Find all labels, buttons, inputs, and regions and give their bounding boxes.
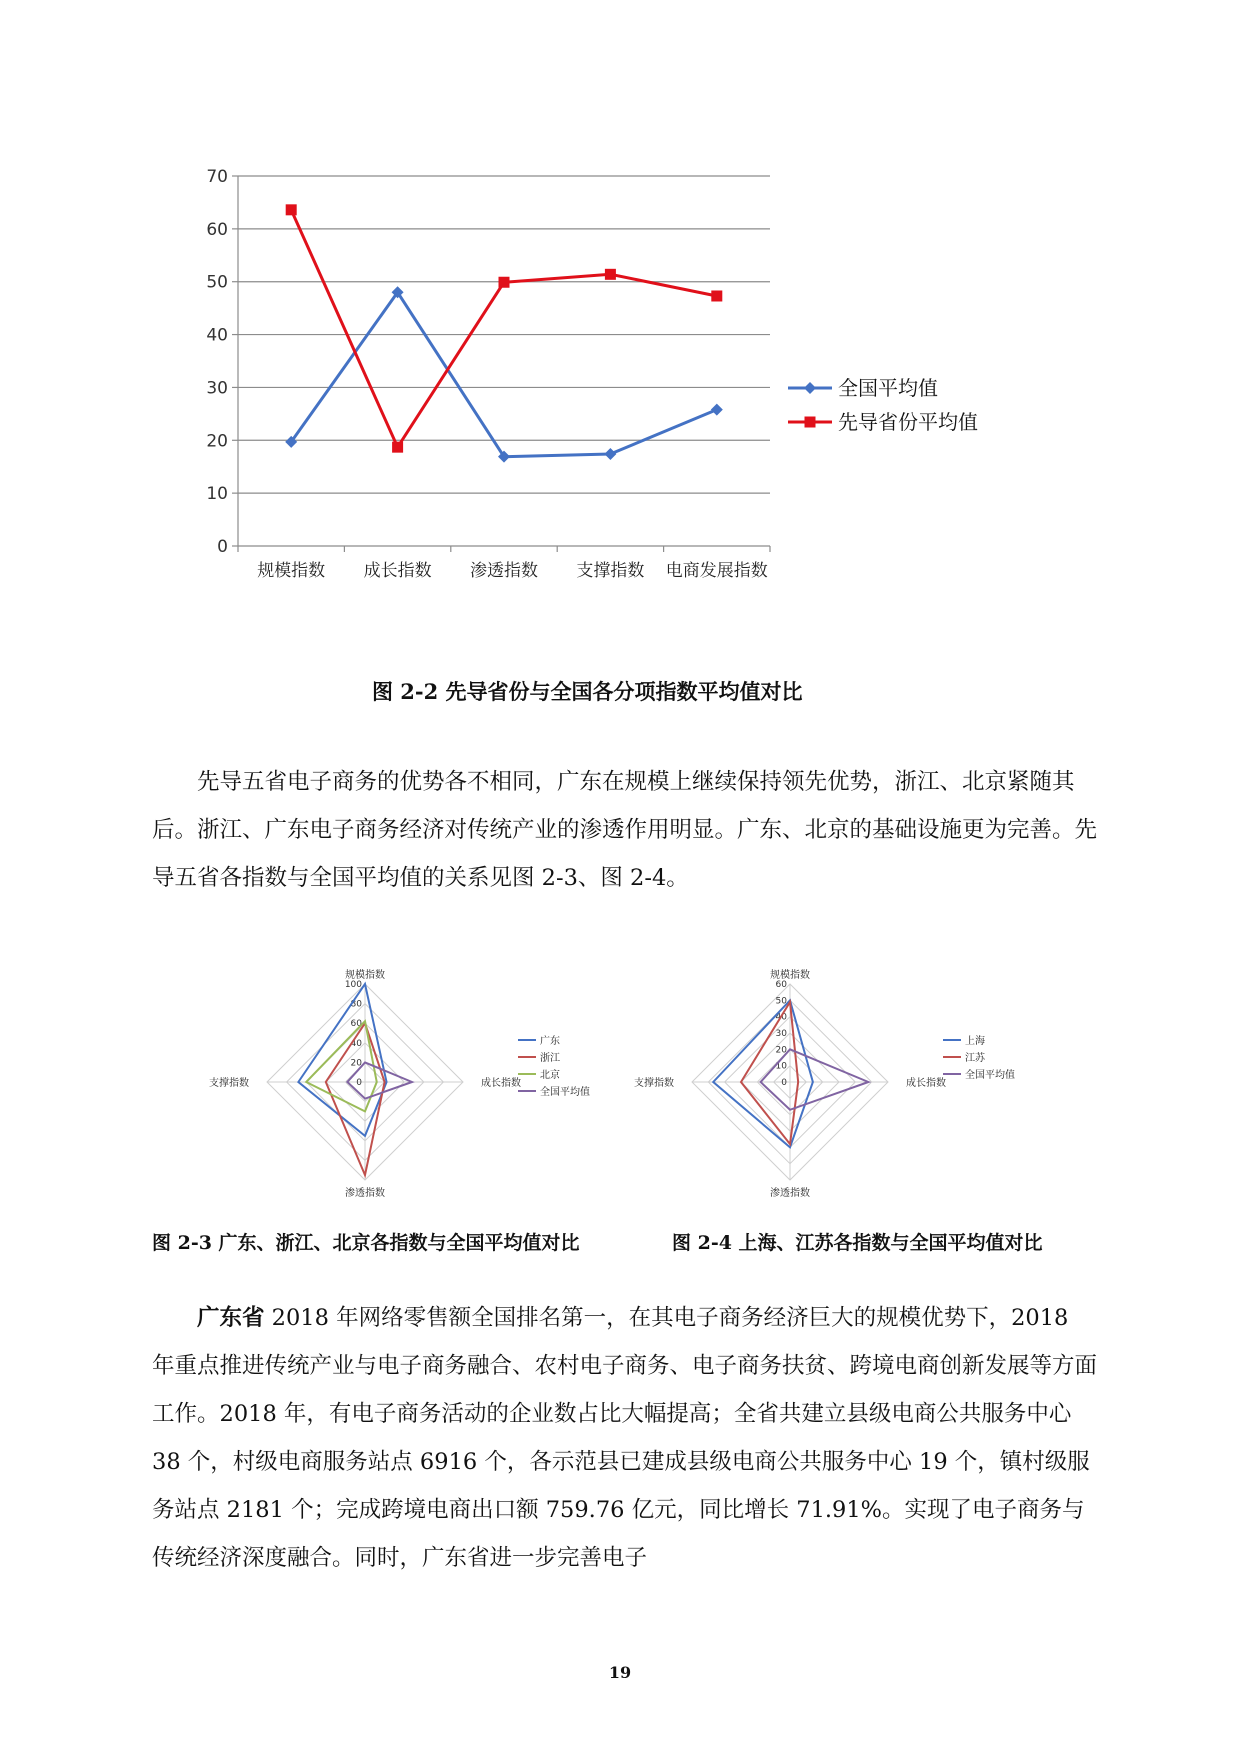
radar-tick-label: 20 [775, 1045, 787, 1056]
radar-axis-label: 支撑指数 [634, 1078, 674, 1089]
y-tick-label: 10 [206, 484, 228, 505]
data-point [286, 204, 297, 215]
radar-tick-label: 60 [775, 980, 787, 990]
radar-tick-label: 40 [775, 1012, 787, 1023]
page-number: 19 [608, 1663, 632, 1682]
y-tick-label: 30 [206, 378, 228, 399]
y-tick-label: 0 [217, 537, 228, 557]
paragraph-2-body: 2018 年网络零售额全国排名第一，在其电子商务经济巨大的规模优势下，2018 年重点推进传统产业与电子商务融合、农村电子商务、电子商务扶贫、跨境电商创新发展等方面工作。2018 年，有电子商务活动的企业数占比大幅提高；全省共建立县级电商公共服务中心 38 个，村级电商服务站点 6916 个，各示范县已建成县级电商公共服务中心 19 个，镇村级服务站点 2181 个；完成跨境电商出口额 759.76 亿元，同比增长 71.91%。实现了电子商务与传统经济深度融合。同时，广东省进一步完善电子 [152, 1305, 1098, 1571]
x-category-label: 规模指数 [257, 561, 326, 581]
radar-chart-right [634, 950, 1090, 1220]
radar-tick-label: 50 [775, 996, 787, 1007]
radar-tick-label: 60 [350, 1019, 362, 1030]
radar-legend-label: 江苏 [965, 1053, 985, 1064]
y-tick-label: 50 [206, 272, 228, 293]
paragraph-2-lead: 广东省 [197, 1305, 265, 1331]
radar-tick-label: 10 [775, 1061, 787, 1072]
radar-legend-label: 上海 [965, 1036, 985, 1047]
radar-axis-label: 规模指数 [345, 970, 385, 981]
x-category-label: 成长指数 [363, 561, 432, 581]
paragraph-2 [152, 1294, 1097, 1582]
legend-marker [805, 417, 816, 428]
radar-tick-label: 40 [350, 1038, 362, 1049]
series-line [291, 210, 717, 447]
data-point [711, 290, 722, 301]
radar-axis-label: 支撑指数 [209, 1078, 249, 1089]
figure-2-3-caption: 图 2-3 广东、浙江、北京各指数与全国平均值对比 [152, 1232, 580, 1254]
y-tick-label: 70 [206, 167, 228, 187]
radar-chart-left [209, 950, 665, 1220]
series-line [291, 292, 717, 456]
radar-legend-label: 浙江 [540, 1053, 560, 1064]
data-point [392, 442, 403, 453]
radar-tick-label: 30 [775, 1029, 787, 1039]
radar-axis-label: 渗透指数 [770, 1188, 810, 1199]
data-point [605, 269, 616, 280]
radar-axis-label: 规模指数 [770, 970, 810, 981]
radar-tick-label: 0 [781, 1078, 787, 1088]
legend-label: 全国平均值 [838, 376, 938, 400]
radar-axis-label: 成长指数 [481, 1078, 521, 1089]
radar-legend-label: 北京 [540, 1070, 560, 1081]
radar-tick-label: 20 [350, 1058, 362, 1069]
radar-axis-label: 成长指数 [906, 1078, 946, 1089]
x-category-label: 渗透指数 [470, 561, 538, 581]
data-point [711, 404, 723, 416]
figure-2-2-caption: 图 2-2 先导省份与全国各分项指数平均值对比 [372, 679, 803, 704]
legend-marker [804, 382, 816, 394]
radar-tick-label: 0 [356, 1078, 362, 1088]
radar-axis-label: 渗透指数 [345, 1188, 385, 1199]
radar-legend-label: 广东 [540, 1036, 560, 1047]
paragraph-1: 先导五省电子商务的优势各不相同，广东在规模上继续保持领先优势，浙江、北京紧随其后。浙江、广东电子商务经济对传统产业的渗透作用明显。广东、北京的基础设施更为完善。先导五省各指数与全国平均值的关系见图 2-3、图 2-4。 [152, 769, 1098, 891]
y-tick-label: 20 [206, 431, 228, 452]
y-tick-label: 60 [206, 219, 228, 240]
legend-label: 先导省份平均值 [838, 410, 978, 434]
radar-tick-label: 100 [344, 980, 362, 990]
radar-tick-label: 80 [350, 999, 362, 1010]
radar-legend-label: 全国平均值 [965, 1070, 1015, 1081]
data-point [499, 277, 510, 288]
data-point [604, 448, 616, 460]
y-tick-label: 40 [206, 325, 228, 346]
radar-legend-label: 全国平均值 [540, 1087, 590, 1098]
line-chart [180, 160, 1100, 640]
figure-2-4-caption: 图 2-4 上海、江苏各指数与全国平均值对比 [672, 1232, 1043, 1254]
x-category-label: 电商发展指数 [665, 561, 768, 581]
x-category-label: 支撑指数 [576, 561, 645, 581]
